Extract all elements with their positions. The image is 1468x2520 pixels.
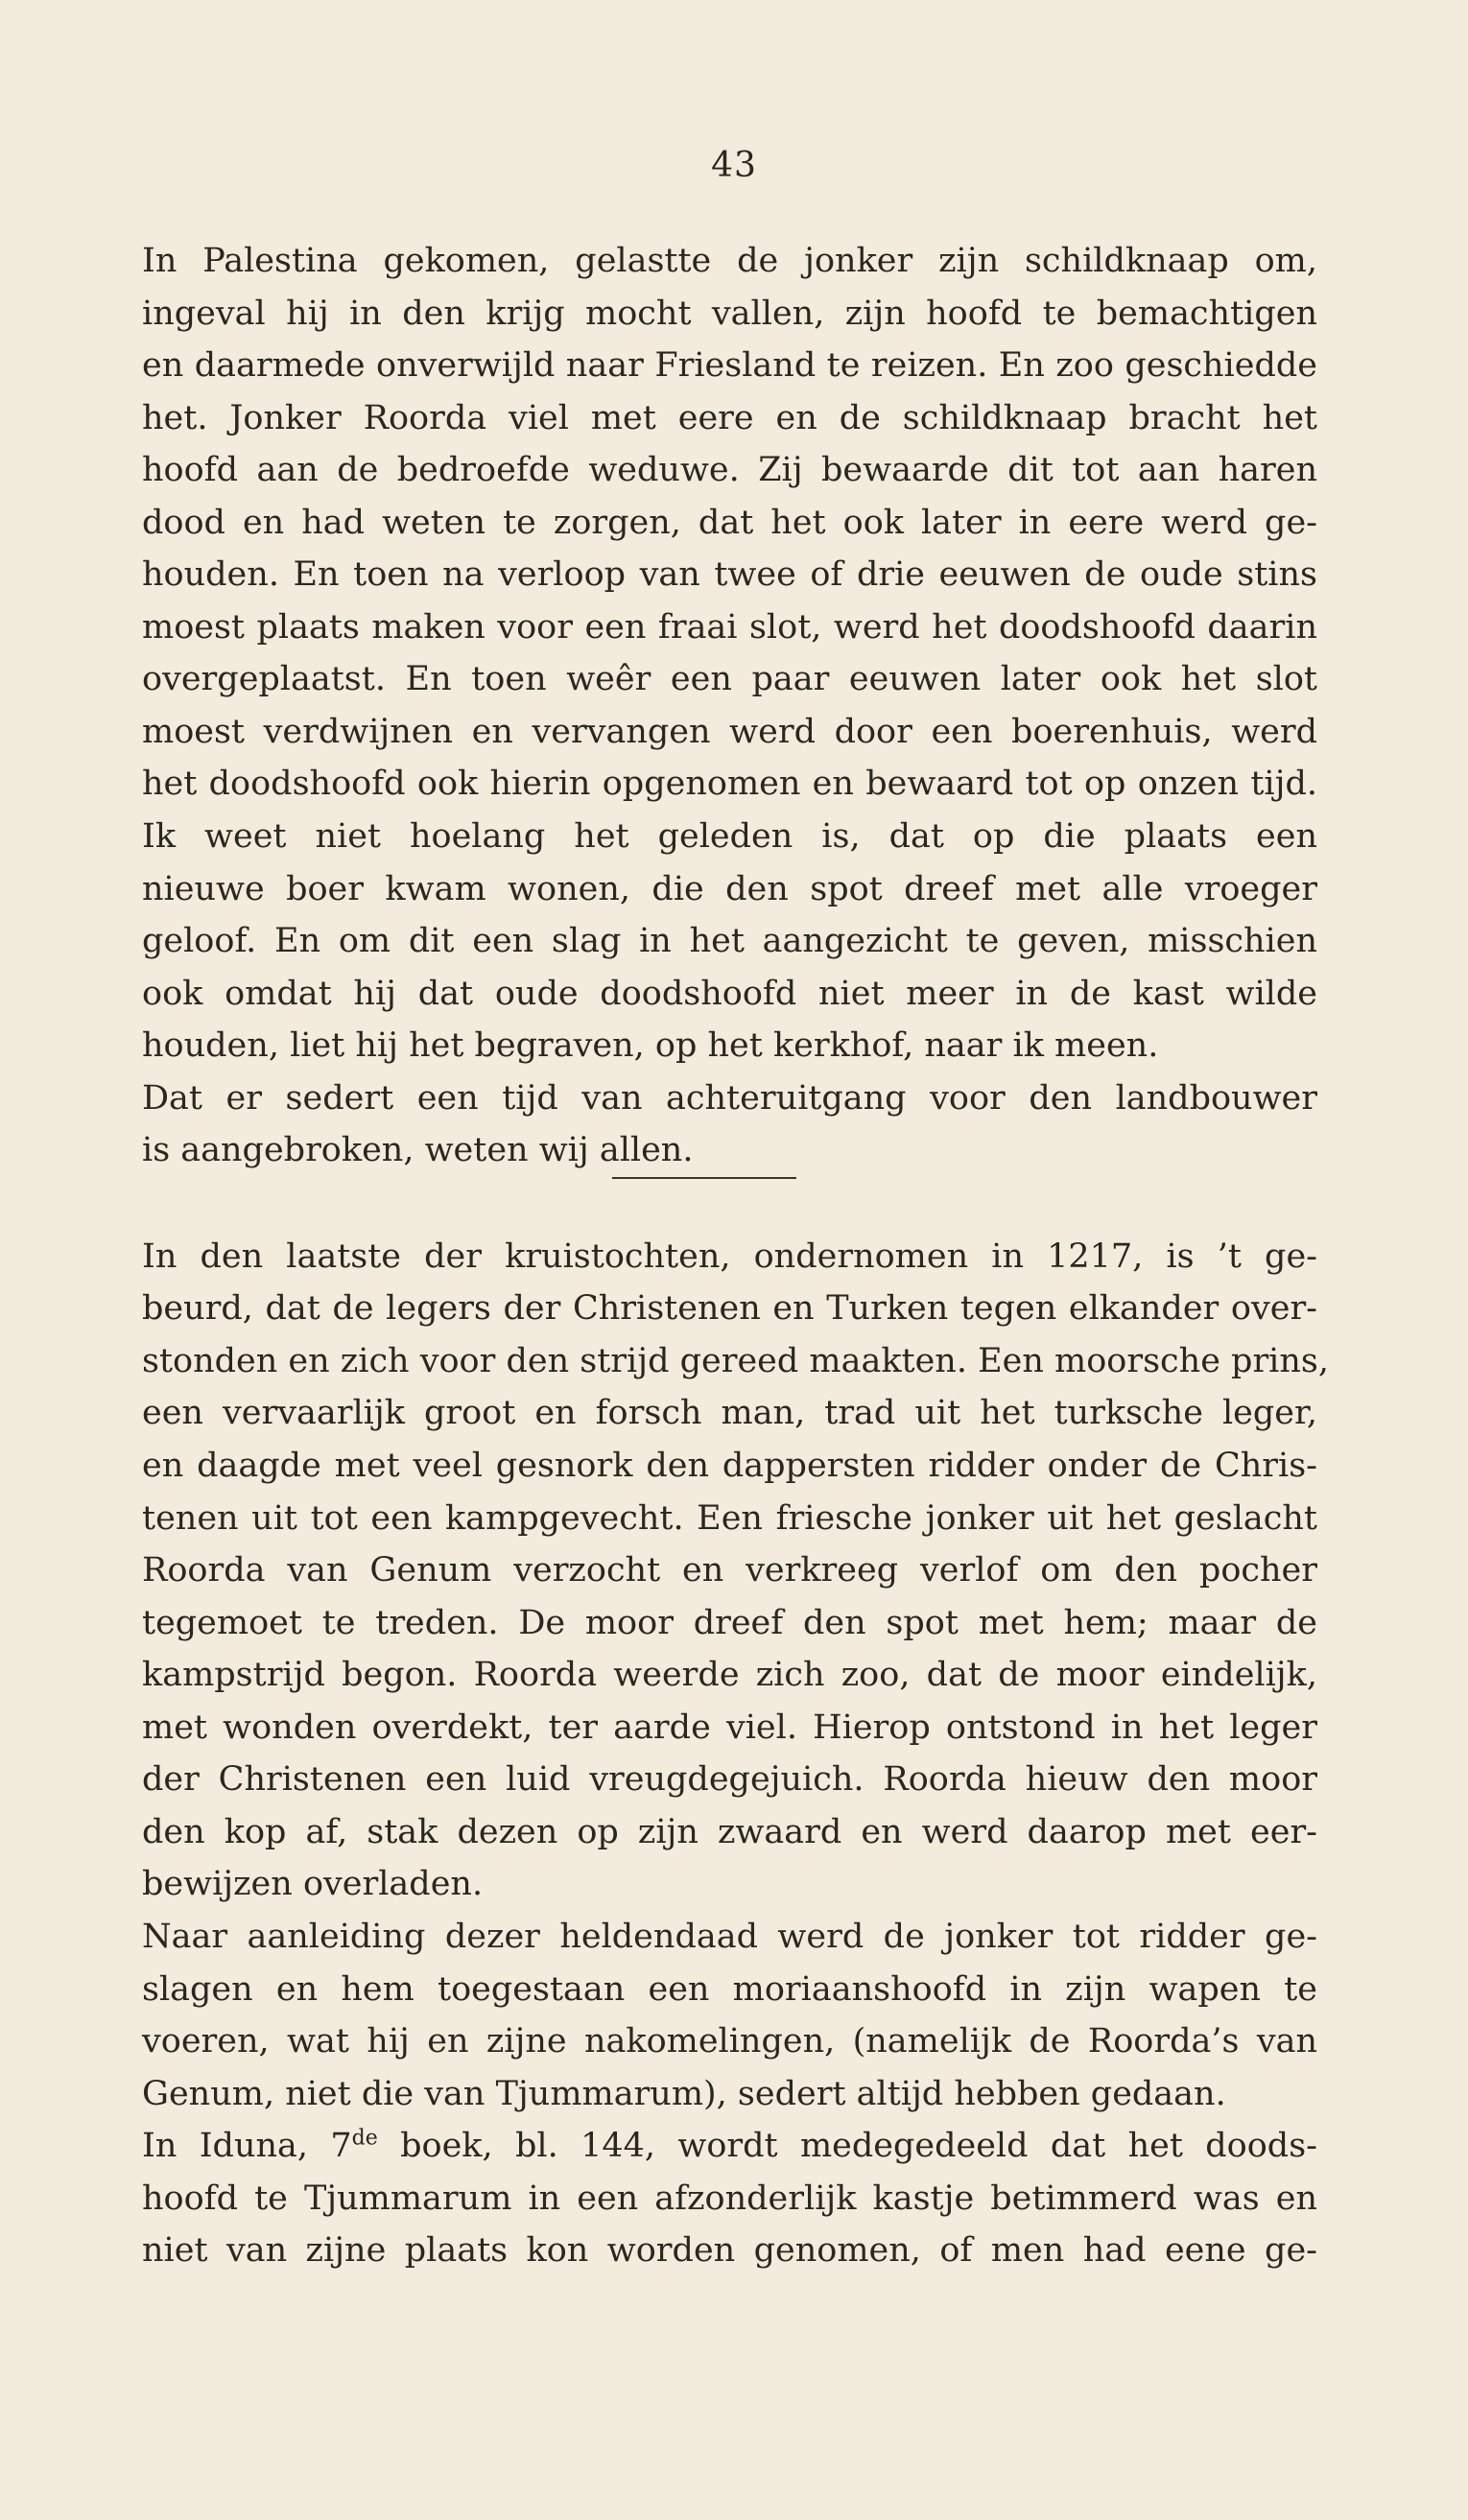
text-line: Genum, niet die van Tjummarum), sedert altijd hebben gedaan. — [142, 2074, 1226, 2113]
text-line: met wonden overdekt, ter aarde viel. Hierop ontstond in het leger — [142, 1707, 1317, 1747]
section-tail — [142, 2173, 1317, 2277]
text-line: Naar aanleiding dezer heldendaad werd de jonker tot ridder ge- — [142, 1917, 1317, 1956]
text-line: Dat er sedert een tijd van achteruitgang voor den landbouwer — [142, 1078, 1317, 1118]
text-line: Ik weet niet hoelang het geleden is, dat op die plaats een — [142, 817, 1317, 857]
text-line: den kop af, stak dezen op zijn zwaard en werd daarop met eer- — [142, 1812, 1317, 1851]
text-line: en daagde met veel gesnork den dappersten ridder onder de Chris- — [142, 1447, 1317, 1486]
page-number: 43 — [711, 146, 757, 185]
text-line: ingeval hij in den krijg mocht vallen, zijn hoofd te bemachtigen — [142, 294, 1317, 333]
text-line: tenen uit tot een kampgevecht. Een friesche jonker uit het geslacht — [142, 1498, 1317, 1538]
text-line: slagen en hem toegestaan een moriaanshoofd in zijn wapen te — [142, 1969, 1317, 2009]
iduna-post: boek, bl. 144, wordt medegedeeld dat het doods- — [377, 2127, 1317, 2166]
text-line: dood en had weten te zorgen, dat het ook later in eere werd ge- — [142, 503, 1317, 542]
iduna-ordinal-superscript: de — [351, 2126, 378, 2151]
text-line: houden, liet hij het begraven, op het kerkhof, naar ik meen. — [142, 1026, 1159, 1066]
text-line: is aangebroken, weten wij allen. — [142, 1131, 694, 1170]
section-before-rule — [142, 235, 1317, 1177]
section-divider — [142, 1177, 1317, 1231]
text-line: In Palestina gekomen, gelastte de jonker zijn schildknaap om, — [142, 242, 1317, 280]
text-line: overgeplaatst. En toen weêr een paar eeuwen later ook het slot — [142, 660, 1317, 699]
text-line: stonden en zich voor den strijd gereed maakten. Een moorsche prins, — [142, 1341, 1329, 1380]
text-line: Roorda van Genum verzocht en verkreeg verlof om den pocher — [142, 1551, 1317, 1590]
text-line: moest verdwijnen en vervangen werd door een boerenhuis, werd — [142, 712, 1317, 751]
text-line: geloof. En om dit een slag in het aangezicht te geven, misschien — [142, 922, 1317, 961]
iduna-pre: In Iduna, 7 — [142, 2127, 352, 2166]
text-line: ook omdat hij dat oude doodshoofd niet meer in de kast wilde — [142, 974, 1317, 1013]
text-line: niet van zijne plaats kon worden genomen, of men had eene ge- — [142, 2231, 1317, 2271]
text-line: hoofd aan de bedroefde weduwe. Zij bewaarde dit tot aan haren — [142, 451, 1317, 490]
text-line: voeren, wat hij en zijne nakomelingen, (namelijk de Roorda’s van — [142, 2022, 1317, 2061]
body-text — [142, 235, 1329, 2277]
text-line: en daarmede onverwijld naar Friesland te reizen. En zoo geschiedde — [142, 346, 1317, 386]
text-line: In den laatste der kruistochten, ondernomen in 1217, is ’t ge- — [142, 1236, 1317, 1276]
text-line: bewijzen overladen. — [142, 1865, 484, 1904]
text-line: het doodshoofd ook hierin opgenomen en bewaard tot op onzen tijd. — [142, 765, 1317, 804]
text-line: houden. En toen na verloop van twee of drie eeuwen de oude stins — [142, 555, 1317, 595]
text-line: tegemoet te treden. De moor dreef den spot met hem; maar de — [142, 1603, 1317, 1642]
text-line: een vervaarlijk groot en forsch man, trad uit het turksche leger, — [142, 1394, 1317, 1433]
text-line: kampstrijd begon. Roorda weerde zich zoo, dat de moor eindelijk, — [142, 1656, 1317, 1695]
text-line: der Christenen een luid vreugdegejuich. Roorda hieuw den moor — [142, 1760, 1317, 1800]
text-line-iduna — [142, 2120, 1317, 2173]
text-line: het. Jonker Roorda viel met eere en de schildknaap bracht het — [142, 398, 1317, 437]
section-after-rule — [142, 1231, 1329, 2120]
text-line: hoofd te Tjummarum in een afzonderlijk kastje betimmerd was en — [142, 2179, 1317, 2218]
text-line: nieuwe boer kwam wonen, die den spot dreef met alle vroeger — [142, 869, 1317, 908]
text-line: moest plaats maken voor een fraai slot, werd het doodshoofd daarin — [142, 607, 1317, 647]
text-line: beurd, dat de legers der Christenen en Turken tegen elkander over- — [142, 1289, 1317, 1329]
